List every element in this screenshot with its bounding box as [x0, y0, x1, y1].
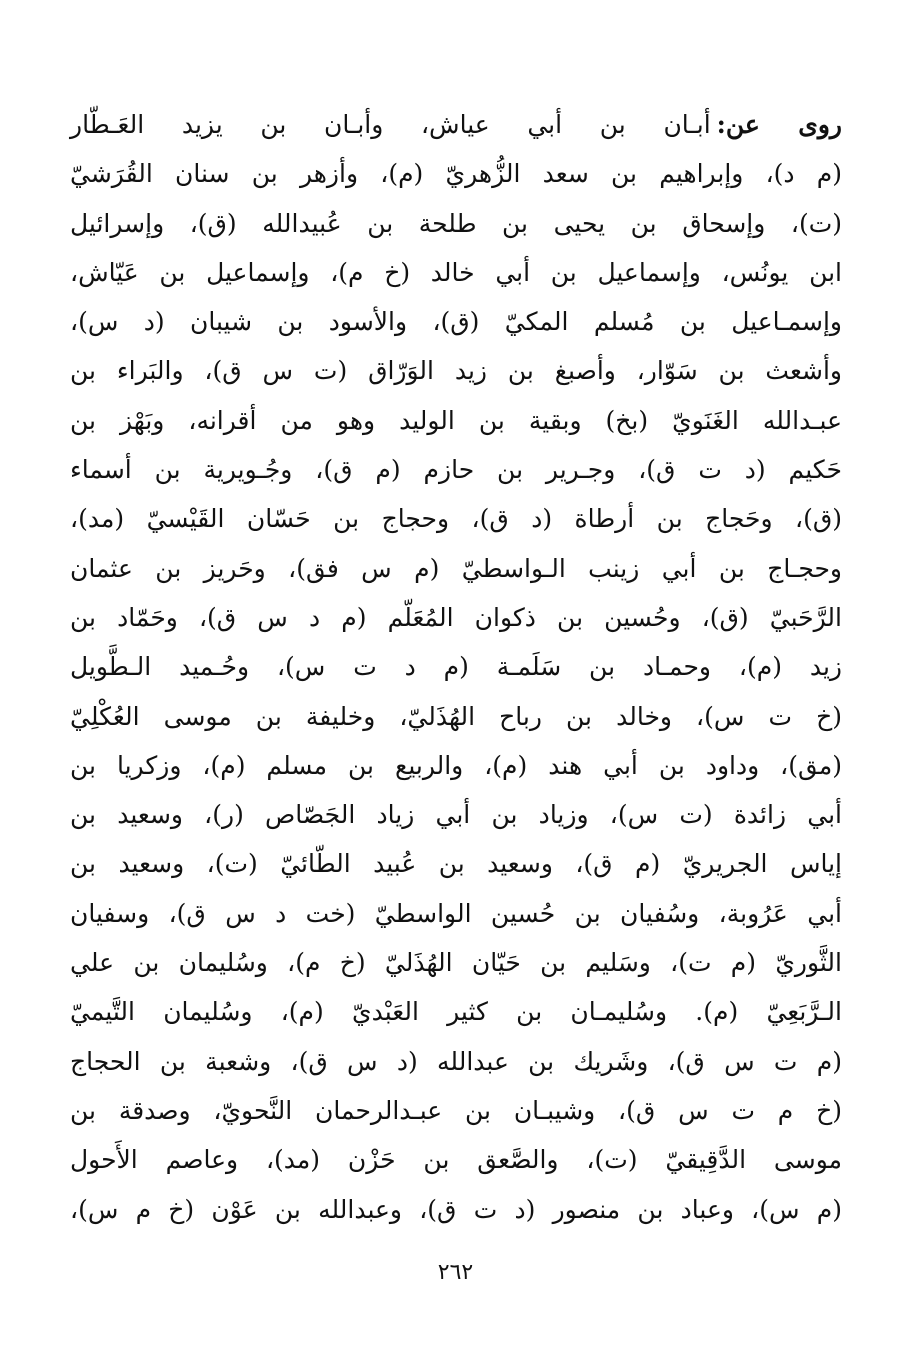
line-text: أبـان بن أبي عياش، وأبـان بن يزيد العَـطّار	[70, 110, 711, 139]
text-line-1	[70, 100, 842, 149]
text-line-11: الرَّحَبيّ (ق)، وحُسين بن ذكوان المُعَلّم (م د س ق)، وحَمّاد بن	[70, 602, 842, 632]
text-line-10: وحجـاج بن أبي زينب الـواسطيّ (م س فق)، وحَريز بن عثمان	[70, 553, 842, 583]
text-line-14: (مق)، وداود بن أبي هند (م)، والربيع بن مسلم (م)، وزكريا بن	[70, 750, 842, 780]
text-line-17: أبي عَرُوبة، وسُفيان بن حُسين الواسطيّ (خت د س ق)، وسفيان	[70, 898, 842, 928]
section-lead: روى عن:	[716, 110, 842, 139]
page-number: ٢٦٢	[437, 1260, 474, 1285]
text-line-18: الثَّوريّ (م ت)، وسَليم بن حَيّان الهُذَليّ (خ م)، وسُليمان بن علي	[70, 948, 842, 978]
text-line-23: (م س)، وعباد بن منصور (د ت ق)، وعبدالله بن عَوْن (خ م س)،	[70, 1194, 842, 1224]
text-line-12: زيد (م)، وحمـاد بن سَلَمـة (م د ت س)، وحُـميد الـطَّويل	[70, 652, 842, 682]
text-line-15: أبي زائدة (ت س)، وزياد بن أبي زياد الجَصّاص (ر)، وسعيد بن	[70, 800, 842, 830]
text-line-13: (خ ت س)، وخالد بن رباح الهُذَليّ، وخليفة بن موسى العُكْلِيّ	[70, 701, 842, 731]
text-line-5: وإسمـاعيل بن مُسلم المكيّ (ق)، والأسود بن شيبان (د س)،	[70, 307, 842, 337]
text-line-3: (ت)، وإسحاق بن يحيى بن طلحة بن عُبيدالله (ق)، وإسرائيل	[70, 208, 842, 238]
text-line-20: (م ت س ق)، وشَريك بن عبدالله (د س ق)، وشعبة بن الحجاج	[70, 1046, 842, 1076]
text-line-6: وأشعث بن سَوّار، وأصبغ بن زيد الوَرّاق (ت س ق)، والبَراء بن	[70, 356, 842, 386]
text-line-21: (خ م ت س ق)، وشيبـان بن عبـدالرحمان النَّحويّ، وصدقة بن	[70, 1095, 842, 1125]
text-line-8: حَكيم (د ت ق)، وجـرير بن حازم (م ق)، وجُـويرية بن أسماء	[70, 455, 842, 485]
narrators-list	[70, 100, 842, 1234]
text-line-9: (ق)، وحَجاج بن أرطاة (د ق)، وحجاج بن حَسّان القَيْسيّ (مد)،	[70, 504, 842, 534]
text-line-22: موسى الدَّقِيقيّ (ت)، والصَّعق بن حَزْن (مد)، وعاصم الأَحول	[70, 1145, 842, 1175]
text-line-7: عبـدالله الغَنَويّ (بخ) وبقية بن الوليد وهو من أقرانه، وبَهْز بن	[70, 405, 842, 435]
text-line-16: إياس الجريريّ (م ق)، وسعيد بن عُبيد الطّائيّ (ت)، وسعيد بن	[70, 849, 842, 879]
text-line-4: ابن يونُس، وإسماعيل بن أبي خالد (خ م)، وإسماعيل بن عَيّاش،	[70, 257, 842, 287]
text-line-2: (م د)، وإبراهيم بن سعد الزُّهريّ (م)، وأزهر بن سنان القُرَشيّ	[70, 159, 842, 189]
text-line-19: الـرَّبَعِيّ (م). وسُليمـان بن كثير العَبْديّ (م)، وسُليمان التَّيميّ	[70, 997, 842, 1027]
